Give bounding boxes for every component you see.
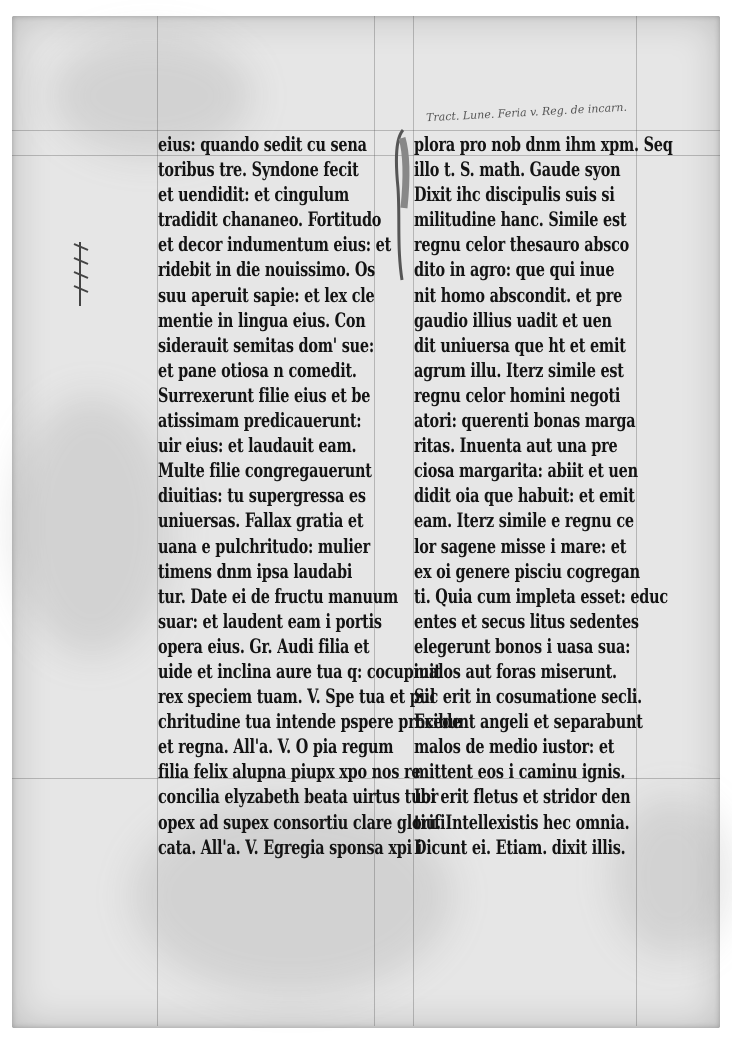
text-line: uide et inclina aure tua q: cocupiuit	[158, 658, 441, 683]
text-line: plora pro nob dnm ihm xpm. Seq	[414, 132, 673, 156]
text-line: ti. Quia cum impleta esset: educ	[414, 583, 668, 608]
text-line: diuitias: tu supergressa es	[158, 483, 366, 508]
text-line: concilia elyzabeth beata uirtus tuor	[158, 784, 439, 809]
text-line: Exibunt angeli et separabunt	[414, 709, 643, 734]
text-line: regnu celor homini negoti	[414, 382, 621, 407]
text-line: malos aut foras miserunt.	[414, 658, 617, 683]
text-line: lor sagene misse i mare: et	[414, 533, 627, 558]
text-line: gaudio illius uadit et uen	[414, 307, 612, 332]
text-line: opex ad supex consortiu clare glorifi	[158, 809, 446, 834]
text-line: et uendidit: et cingulum	[158, 182, 350, 207]
text-line: suu aperuit sapie: et lex cle	[158, 282, 375, 307]
text-line: uana e pulchritudo: mulier	[158, 533, 370, 558]
text-line: rex speciem tuam. V. Spe tua et pul	[158, 684, 436, 709]
text-line: et decor indumentum eius: et	[158, 232, 392, 257]
text-line: mittent eos i caminu ignis.	[414, 759, 626, 784]
text-line: ciosa margarita: abiit et uen	[414, 458, 638, 483]
text-line: Dixit ihc discipulis suis si	[414, 182, 615, 207]
text-line: elegerunt bonos i uasa sua:	[414, 633, 631, 658]
text-line: malos de medio iustor: et	[414, 734, 615, 759]
text-line: Multe filie congregauerunt	[158, 458, 372, 483]
text-line: siderauit semitas dom' sue:	[158, 332, 374, 357]
text-line: tiu. Intellexistis hec omnia.	[414, 809, 630, 834]
text-line: ridebit in die nouissimo. Os	[158, 257, 376, 282]
text-line: suar: et laudent eam i portis	[158, 608, 382, 633]
text-line: illo t. S. math. Gaude syon	[414, 157, 621, 182]
rule-top	[12, 130, 720, 131]
text-line: eam. Iterz simile e regnu ce	[414, 508, 634, 533]
text-line: atissimam predicauerunt:	[158, 408, 362, 433]
text-line: entes et secus litus sedentes	[414, 608, 639, 633]
rubric-note: Tract. Lune. Feria v. Reg. de incarn.	[425, 100, 628, 125]
text-line: didit oia que habuit: et emit	[414, 483, 635, 508]
text-line: chritudine tua intende pspere procede	[158, 709, 462, 734]
text-line: agrum illu. Iterz simile est	[414, 357, 624, 382]
text-line: ritas. Inuenta aut una pre	[414, 433, 618, 458]
text-line: mentie in lingua eius. Con	[158, 307, 366, 332]
text-line: filia felix alupna piupx xpo nos re	[158, 759, 421, 784]
decorated-initial	[392, 128, 414, 283]
text-line: uniuersas. Fallax gratia et	[158, 508, 364, 533]
text-line: et pane otiosa n comedit.	[158, 357, 357, 382]
text-line: Ibi erit fletus et stridor den	[414, 784, 631, 809]
text-line: Surrexerunt filie eius et be	[158, 382, 371, 407]
text-line: et regna. All'a. V. O pia regum	[158, 734, 394, 759]
text-line: Sic erit in cosumatione secli.	[414, 684, 642, 709]
text-line: regnu celor thesauro absco	[414, 232, 630, 257]
text-line: ex oi genere pisciu cogregan	[414, 558, 640, 583]
text-line: timens dnm ipsa laudabi	[158, 558, 353, 583]
text-line: militudine hanc. Simile est	[414, 207, 627, 232]
text-line: tur. Date ei de fructu manuum	[158, 583, 399, 608]
text-line: tradidit chananeo. Fortitudo	[158, 207, 382, 232]
text-line: Dicunt ei. Etiam. dixit illis.	[414, 834, 626, 859]
text-line: eius: quando sedit cu sena	[158, 132, 367, 156]
text-line: uir eius: et laudauit eam.	[158, 433, 357, 458]
stain-mid-left	[12, 396, 172, 656]
marginal-mark	[70, 240, 92, 310]
text-line: toribus tre. Syndone fecit	[158, 157, 359, 182]
text-column-left	[158, 132, 462, 860]
text-line: nit homo abscondit. et pre	[414, 282, 623, 307]
text-line: cata. All'a. V. Egregia sponsa xpi i	[158, 834, 422, 859]
text-line: opera eius. Gr. Audi filia et	[158, 633, 370, 658]
text-line: dito in agro: que qui inue	[414, 257, 615, 282]
text-line: atori: querenti bonas marga	[414, 408, 636, 433]
text-column-right	[414, 132, 673, 860]
text-line: dit uniuersa que ht et emit	[414, 332, 626, 357]
